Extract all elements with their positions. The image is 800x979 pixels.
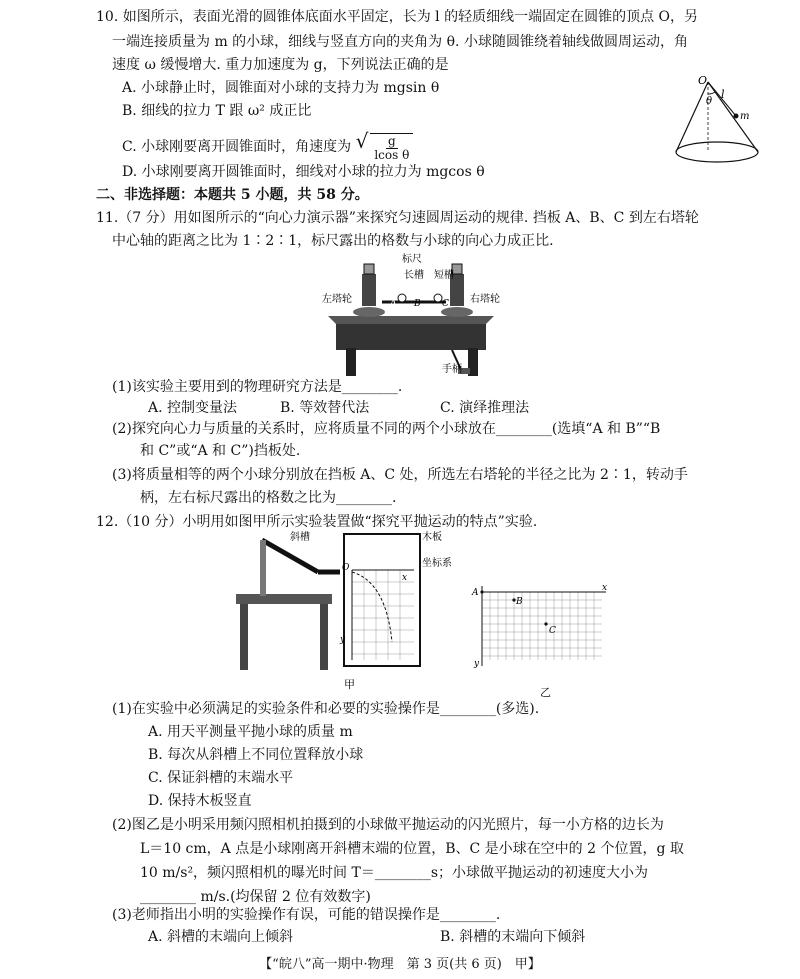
q11-part1-option-c: C. 演绎推理法 bbox=[440, 400, 530, 416]
q12-part2-line3: 10 m/s²，频闪照相机的曝光时间 T＝________s；小球做平抛运动的初速度大小为 bbox=[140, 865, 649, 881]
q12-part2-line4: ________ m/s.(均保留 2 位有效数字) bbox=[140, 889, 371, 905]
q12-stem: 12.（10 分）小明用如图甲所示实验装置做“探究平抛运动的特点”实验. bbox=[96, 514, 538, 530]
yi-label-a: A bbox=[472, 588, 479, 598]
q12-part3-option-b: B. 斜槽的末端向下倾斜 bbox=[440, 929, 586, 945]
q12-part1: (1)在实验中必须满足的实验条件和必要的实验操作是________(多选). bbox=[112, 701, 540, 717]
cone-label-l: l bbox=[721, 88, 725, 101]
q10-sqrt-expression: √ $\frac{g}{\text{lcos θ}}$ bbox=[356, 132, 414, 162]
q11-part1: (1)该实验主要用到的物理研究方法是________. bbox=[112, 379, 403, 395]
q12-part3: (3)老师指出小明的实验操作有误，可能的错误操作是________. bbox=[112, 907, 501, 923]
yi-caption: 乙 bbox=[540, 686, 551, 699]
apparatus-label-short-slot: 短槽 bbox=[434, 270, 454, 281]
cone-figure bbox=[668, 74, 780, 170]
yi-label-y: y bbox=[474, 659, 480, 669]
flash-photo-grid-figure-yi bbox=[470, 582, 610, 684]
centripetal-force-apparatus-figure bbox=[322, 254, 502, 380]
q10-option-a: A. 小球静止时，圆锥面对小球的支持力为 mgsin θ bbox=[122, 80, 440, 96]
q12-part1-option-d: D. 保持木板竖直 bbox=[148, 793, 252, 809]
q11-part3-line1: (3)将质量相等的两个小球分别放在挡板 A、C 处，所选左右塔轮的半径之比为 2∶1，转动手 bbox=[112, 467, 688, 483]
jia-label-x: x bbox=[402, 573, 408, 583]
q10-stem-line1: 10. 如图所示，表面光滑的圆锥体底面水平固定，长为 l 的轻质细线一端固定在圆锥的顶点 O，另 bbox=[96, 9, 699, 25]
yi-label-b: B bbox=[516, 597, 523, 607]
q11-part1-option-b: B. 等效替代法 bbox=[280, 400, 370, 416]
section2-heading: 二、非选择题：本题共 5 小题，共 58 分。 bbox=[96, 187, 369, 203]
yi-label-x: x bbox=[602, 583, 608, 593]
apparatus-label-b: B bbox=[414, 299, 421, 309]
jia-label-y: y bbox=[340, 635, 346, 645]
apparatus-label-right-tower: 右塔轮 bbox=[470, 294, 500, 305]
apparatus-label-ruler: 标尺 bbox=[402, 254, 422, 265]
q10-option-b: B. 细线的拉力 T 跟 ω² 成正比 bbox=[122, 103, 312, 119]
jia-caption: 甲 bbox=[344, 678, 355, 691]
apparatus-label-a: A bbox=[390, 299, 397, 309]
q11-part2-line1: (2)探究向心力与质量的关系时，应将质量不同的两个小球放在________(选填“A 和 B”“B bbox=[112, 421, 661, 437]
q12-part1-option-b: B. 每次从斜槽上不同位置释放小球 bbox=[148, 747, 364, 763]
q12-part2-line2: L＝10 cm，A 点是小球刚离开斜槽末端的位置，B、C 是小球在空中的 2 个位置，g 取 bbox=[140, 841, 684, 857]
apparatus-label-c: C bbox=[442, 299, 449, 309]
q12-part1-option-a: A. 用天平测量平抛小球的质量 m bbox=[148, 724, 353, 740]
q12-part2-line1: (2)图乙是小明采用频闪照相机拍摄到的小球做平抛运动的闪光照片，每一小方格的边长为 bbox=[112, 817, 664, 833]
q11-part2-line2: 和 C”或“A 和 C”)挡板处. bbox=[140, 443, 301, 459]
q11-part3-line2: 柄，左右标尺露出的格数之比为________. bbox=[140, 490, 397, 506]
q10-option-c bbox=[122, 129, 413, 162]
q10-stem-line3: 速度 ω 缓慢增大. 重力加速度为 g，下列说法正确的是 bbox=[112, 57, 449, 73]
apparatus-label-handle: 手柄 bbox=[442, 364, 462, 375]
apparatus-label-long-slot: 长槽 bbox=[404, 270, 424, 281]
jia-label-o: O bbox=[342, 563, 350, 573]
cone-label-m: m bbox=[740, 111, 750, 122]
q10-frac-num: g bbox=[387, 134, 396, 148]
q11-stem-line2: 中心轴的距离之比为 1∶2∶1，标尺露出的格数与小球的向心力成正比. bbox=[112, 233, 554, 249]
q12-part1-option-c: C. 保证斜槽的末端水平 bbox=[148, 770, 294, 786]
q10-stem-line2: 一端连接质量为 m 的小球，细线与竖直方向的夹角为 θ. 小球随圆锥绕着轴线做圆周运动，角 bbox=[112, 34, 688, 50]
q12-part3-option-a: A. 斜槽的末端向上倾斜 bbox=[148, 929, 294, 945]
apparatus-label-left-tower: 左塔轮 bbox=[322, 294, 352, 305]
q10-option-d: D. 小球刚要离开圆锥面时，细线对小球的拉力为 mgcos θ bbox=[122, 164, 485, 180]
projectile-apparatus-figure-jia bbox=[236, 532, 452, 692]
cone-label-theta: θ bbox=[706, 96, 713, 107]
jia-label-chute: 斜槽 bbox=[290, 532, 310, 543]
q11-part1-option-a: A. 控制变量法 bbox=[148, 400, 238, 416]
q11-stem-line1: 11.（7 分）用如图所示的“向心力演示器”来探究匀速圆周运动的规律. 挡板 A、B、C 到左右塔轮 bbox=[96, 210, 699, 226]
jia-label-board: 木板 bbox=[422, 532, 442, 543]
page-footer: 【“皖八”高一期中·物理 第 3 页(共 6 页) 甲】 bbox=[259, 957, 541, 972]
q10-frac-den: lcos θ bbox=[374, 148, 410, 162]
jia-label-coord: 坐标系 bbox=[422, 558, 452, 569]
cone-label-o: O bbox=[698, 74, 708, 87]
q10-option-c-text: C. 小球刚要离开圆锥面时，角速度为 bbox=[122, 139, 352, 155]
yi-label-c: C bbox=[549, 626, 556, 636]
